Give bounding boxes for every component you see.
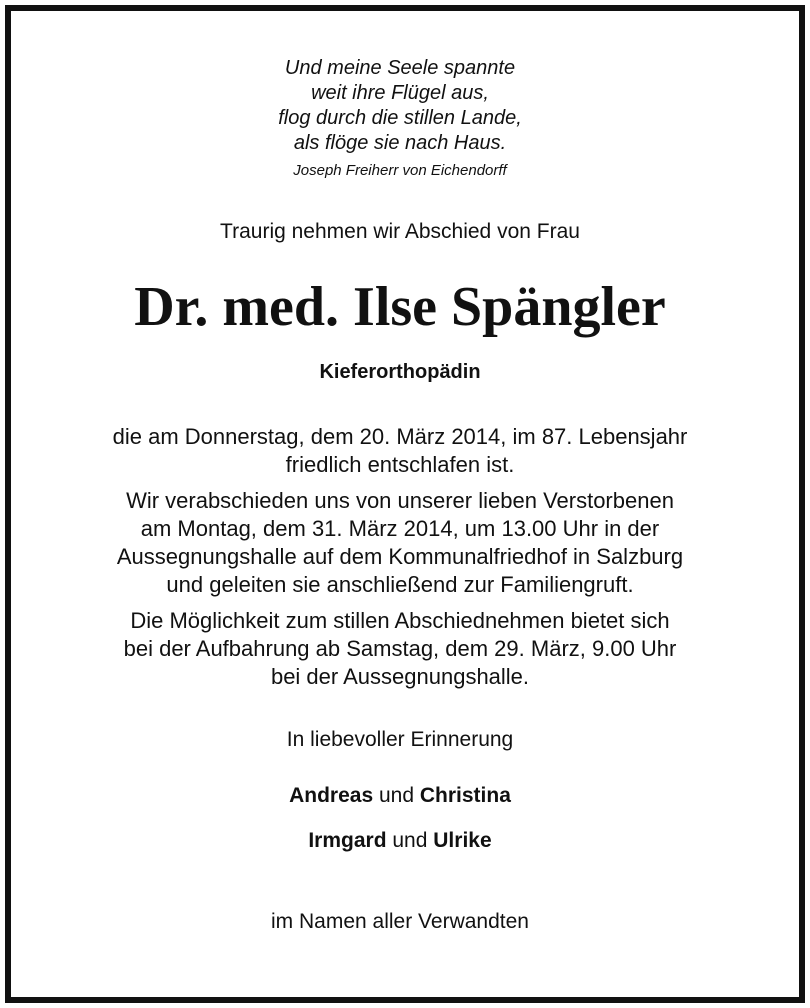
signer-name: Christina [419,784,511,807]
intro-text: Traurig nehmen wir Abschied von Frau [220,220,580,243]
poem-line: als flöge sie nach Haus. [293,132,507,154]
signer-line [0,784,800,808]
paragraph-line: Die Möglichkeit zum stillen Abschiednehmen bietet sich [130,608,670,633]
footer-text: im Namen aller Verwandten [271,910,529,933]
paragraph-line: am Montag, dem 31. März 2014, um 13.00 Uhr in der [140,516,660,541]
poem-line: flog durch die stillen Lande, [278,107,522,129]
deceased-profession: Kieferorthopädin [319,361,481,383]
poem-quote [0,56,800,184]
poem-line: weit ihre Flügel aus, [311,82,489,104]
paragraph-line: bei der Aussegnungshalle. [270,664,530,689]
signer-name: Irmgard [308,829,387,852]
paragraph-line: Aussegnungshalle auf dem Kommunalfriedhof in Salzburg [116,544,684,569]
paragraph-line: bei der Aufbahrung ab Samstag, dem 29. März, 9.00 Uhr [123,636,677,661]
paragraph-line: Wir verabschieden uns von unserer lieben Verstorbenen [126,488,674,513]
viewing-details-paragraph [0,607,800,691]
signer-line [0,829,800,853]
signer-name: Ulrike [433,829,492,852]
paragraph-line: und geleiten sie anschließend zur Familiengruft. [166,572,634,597]
poem-author: Joseph Freiherr von Eichendorff [293,162,507,179]
signer-connector: und [378,784,415,807]
paragraph-line: die am Donnerstag, dem 20. März 2014, im 87. Lebensjahr [112,424,688,449]
signer-connector: und [392,829,428,852]
funeral-details-paragraph [0,487,800,599]
deceased-name: Dr. med. Ilse Spängler [134,276,666,338]
paragraph-line: friedlich entschlafen ist. [285,452,515,477]
closing-text: In liebevoller Erinnerung [286,728,514,751]
poem-line: Und meine Seele spannte [284,57,516,79]
death-announcement-paragraph [0,423,800,479]
signer-name: Andreas [289,784,374,807]
